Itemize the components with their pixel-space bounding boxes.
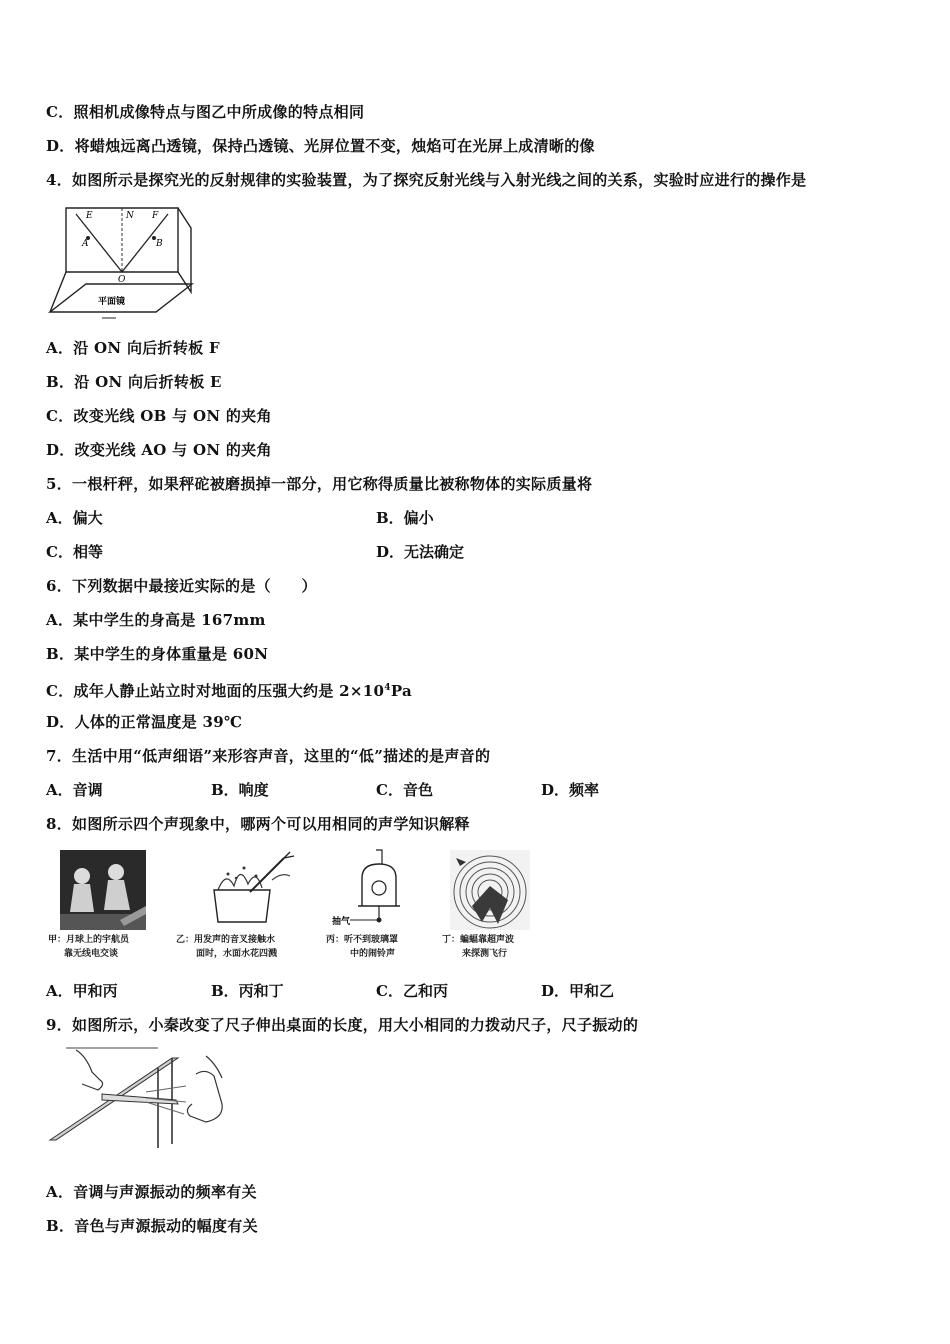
caption-yi-line1: 乙：用发声的音叉接触水 (176, 935, 276, 945)
tuning-fork-water-image (200, 850, 300, 930)
label-e: E (86, 211, 93, 221)
q9-option-b: B．音色与声源振动的幅度有关 (46, 1217, 258, 1235)
label-a: A (82, 239, 89, 249)
q9-stem: 9．如图所示，小秦改变了尺子伸出桌面的长度，用大小相同的力拨动尺子，尺子振动的 (46, 1016, 639, 1034)
q6-option-c-text: C．成年人静止站立时对地面的压强大约是 2×10 (46, 682, 385, 700)
q7-stem: 7．生活中用“低声细语”来形容声音，这里的“低”描述的是声音的 (46, 747, 491, 765)
ruler-table-figure (46, 1044, 236, 1150)
q5-option-c: C．相等 (46, 543, 103, 561)
q3-option-d: D．将蜡烛远离凸透镜，保持凸透镜、光屏位置不变，烛焰可在光屏上成清晰的像 (46, 137, 595, 155)
q4-option-b: B．沿 ON 向后折转板 E (46, 373, 222, 391)
bing-pump-label: 抽气 (332, 917, 351, 927)
label-o: O (118, 275, 126, 285)
label-n: N (126, 211, 134, 221)
q7-option-b: B．响度 (211, 781, 269, 799)
q6-option-b: B．某中学生的身体重量是 60N (46, 645, 269, 663)
caption-ding-line2: 来探测飞行 (462, 949, 508, 959)
q6-option-c-unit: Pa (390, 682, 413, 700)
caption-bing-line1: 丙：听不到玻璃罩 (326, 935, 399, 945)
q7-option-d: D．频率 (541, 781, 600, 799)
q6-stem: 6．下列数据中最接近实际的是（ ） (46, 577, 317, 595)
q4-option-d: D．改变光线 AO 与 ON 的夹角 (46, 441, 272, 459)
bat-ultrasound-image (450, 850, 530, 930)
q6-option-c (46, 678, 412, 701)
q4-option-c: C．改变光线 OB 与 ON 的夹角 (46, 407, 272, 425)
q8-stem: 8．如图所示四个声现象中，哪两个可以用相同的声学知识解释 (46, 815, 470, 833)
q3-option-c: C．照相机成像特点与图乙中所成像的特点相同 (46, 103, 365, 121)
q9-option-a: A．音调与声源振动的频率有关 (46, 1183, 257, 1201)
q4-option-a: A．沿 ON 向后折转板 F (46, 339, 220, 357)
q6-option-a: A．某中学生的身高是 167mm (46, 611, 266, 629)
q8-option-d: D．甲和乙 (541, 982, 615, 1000)
caption-jia-line2: 靠无线电交谈 (64, 949, 119, 959)
q4-stem: 4．如图所示是探究光的反射规律的实验装置，为了探究反射光线与入射光线之间的关系，实验时应进行的操作是 (46, 171, 807, 189)
astronaut-image (60, 850, 146, 930)
label-b: B (156, 239, 163, 249)
mirror-label: 平面镜 (98, 297, 126, 307)
q8-option-c: C．乙和丙 (376, 982, 448, 1000)
caption-ding-line1: 丁：蝙蝠靠超声波 (442, 935, 515, 945)
caption-jia-line1: 甲：月球上的宇航员 (48, 935, 130, 945)
q5-option-a: A．偏大 (46, 509, 103, 527)
reflection-apparatus-figure (46, 200, 196, 320)
q6-option-c-exponent: 4 (384, 683, 391, 693)
q6-option-d: D．人体的正常温度是 39℃ (46, 713, 243, 731)
caption-yi-line2: 面时，水面水花四溅 (196, 949, 278, 959)
q8-option-a: A．甲和丙 (46, 982, 118, 1000)
q5-option-d: D．无法确定 (376, 543, 465, 561)
q7-option-c: C．音色 (376, 781, 433, 799)
bell-jar-image (332, 846, 422, 932)
q7-option-a: A．音调 (46, 781, 103, 799)
caption-bing-line2: 中的闹铃声 (350, 949, 396, 959)
q5-stem: 5．一根杆秤，如果秤砣被磨损掉一部分，用它称得质量比被称物体的实际质量将 (46, 475, 593, 493)
label-f: F (152, 211, 159, 221)
q5-option-b: B．偏小 (376, 509, 434, 527)
q8-option-b: B．丙和丁 (211, 982, 284, 1000)
